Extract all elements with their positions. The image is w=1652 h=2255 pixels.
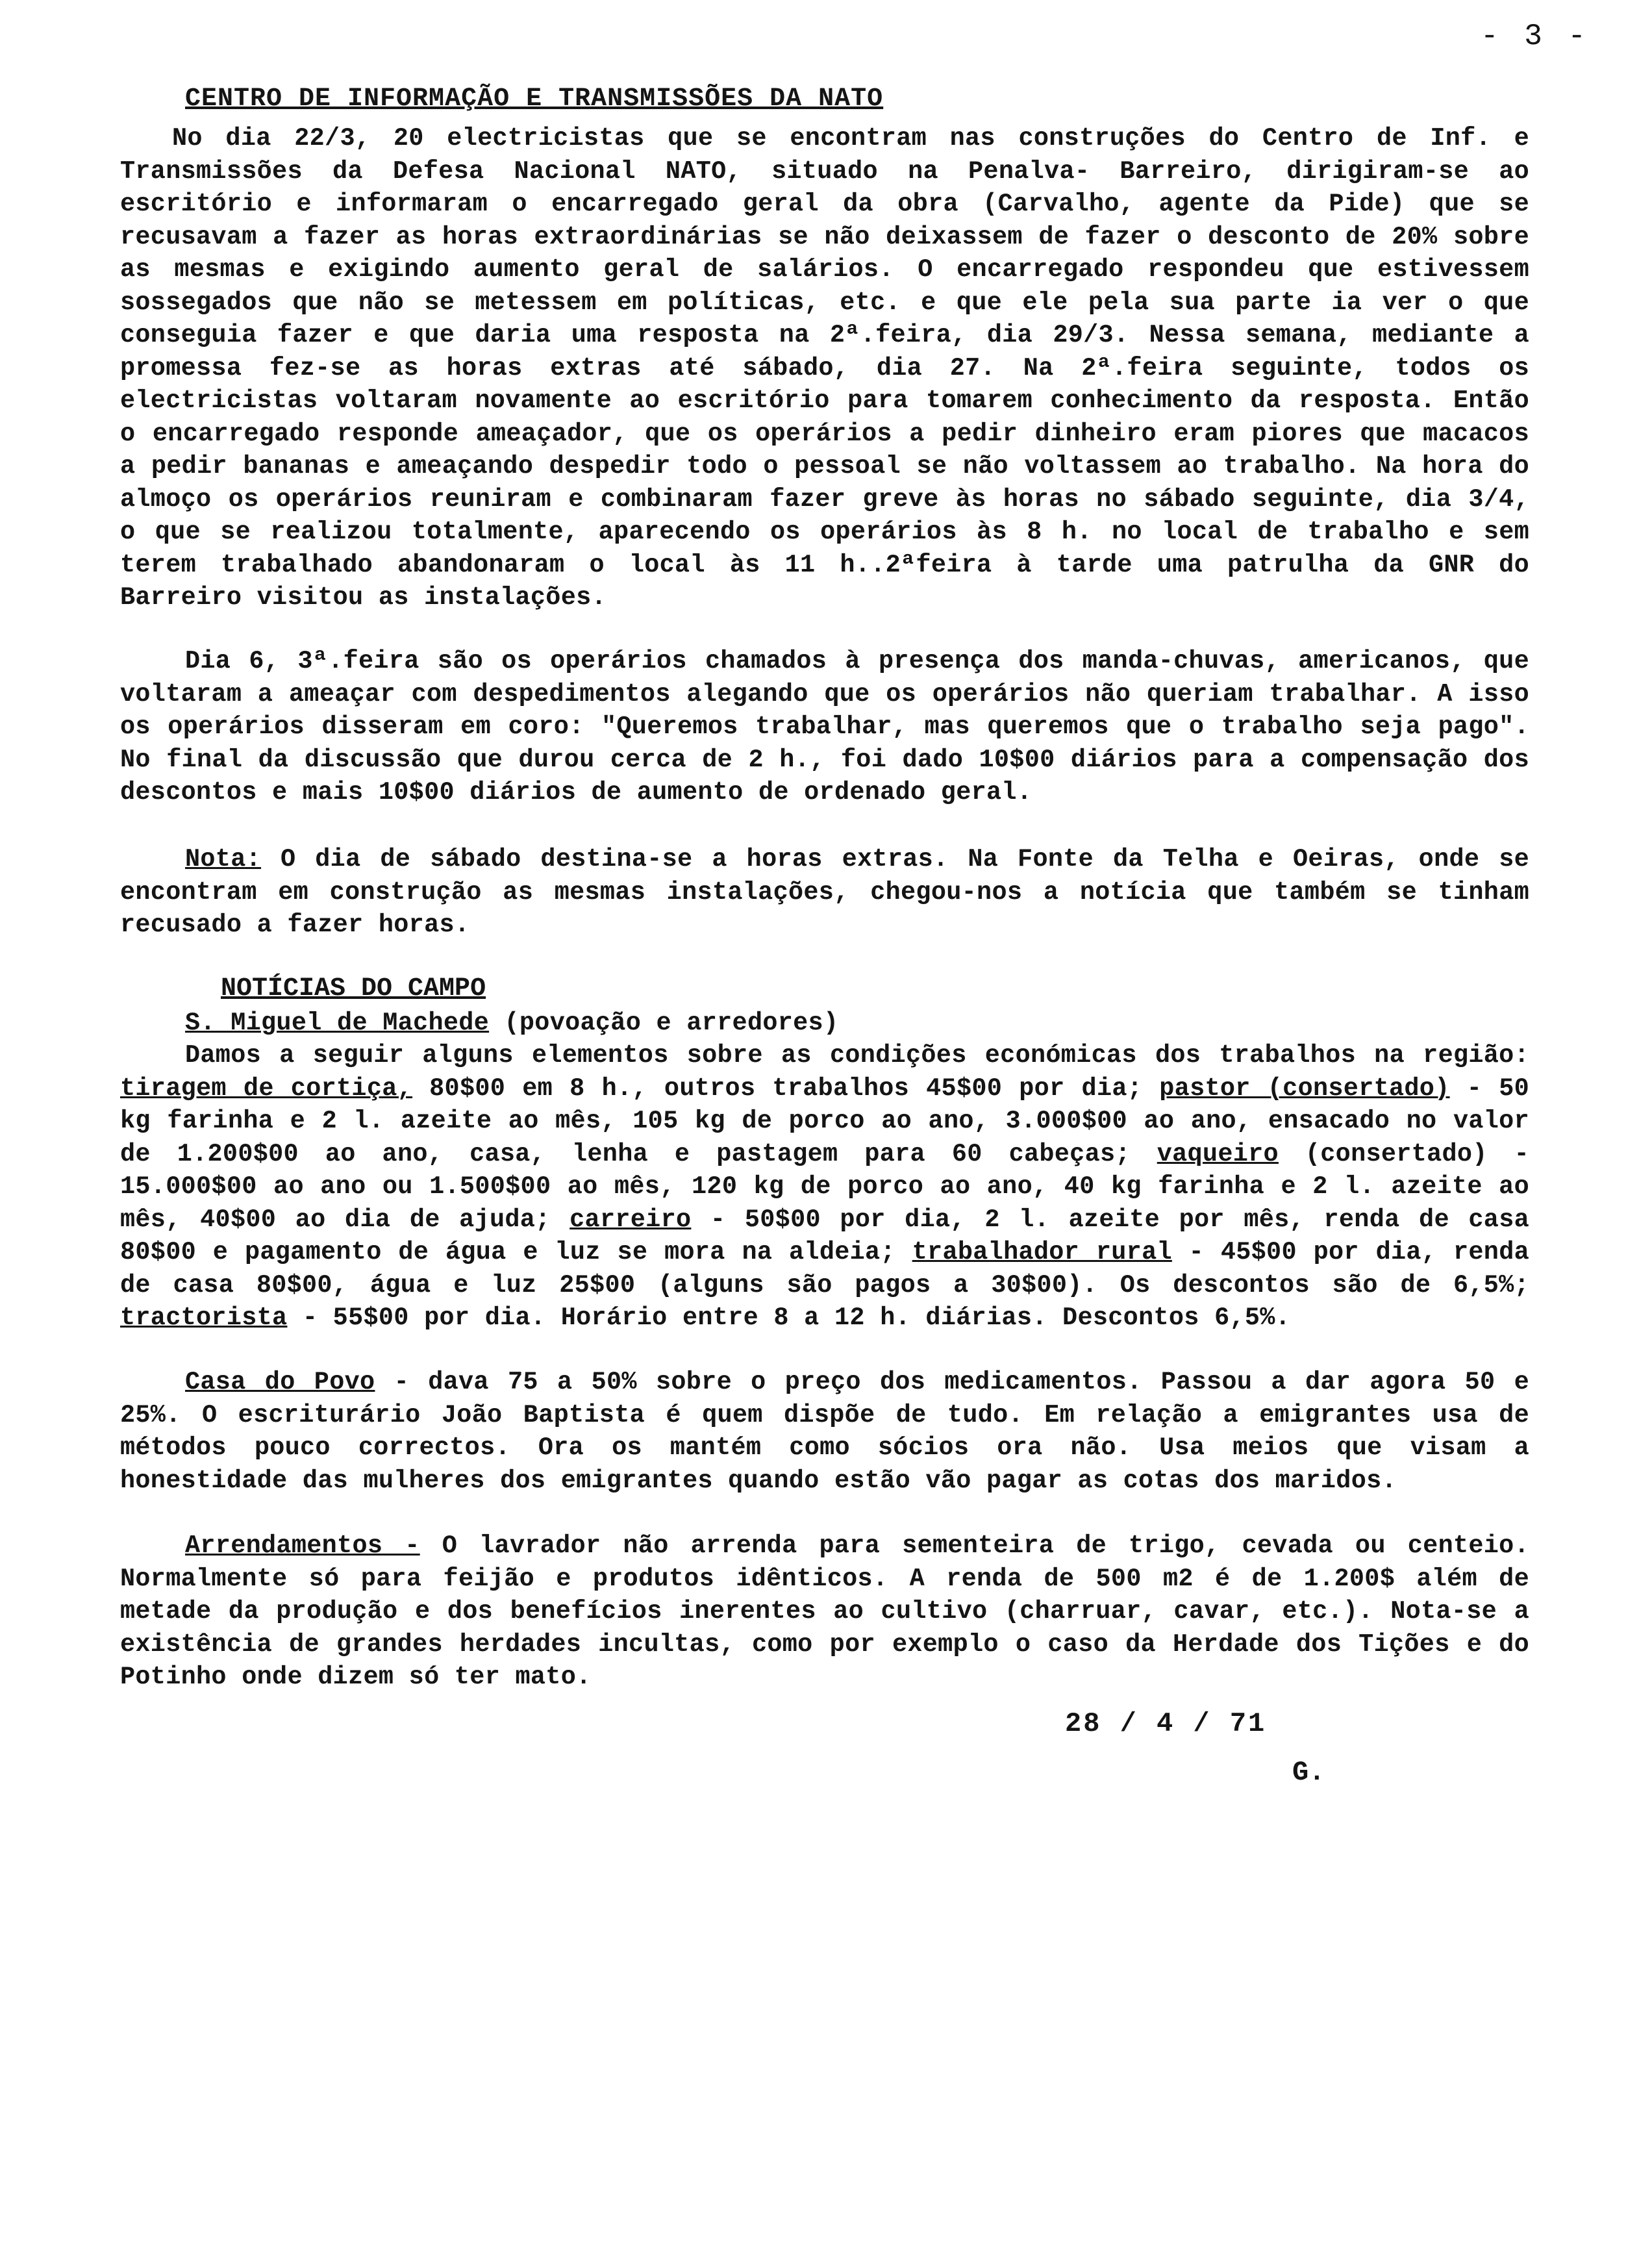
paragraph-nota xyxy=(120,843,1545,942)
pastor-text: - 50 kg farinha e 2 l. azeite ao mês, 105 kg de porco ao ano, 3.000$00 ao ano, ensacado no valor de 1.200$00 ao ano, casa, lenha e pastagem para 60 cabeças; xyxy=(120,1074,1545,1168)
paragraph-meeting: Dia 6, 3ª.feira são os operários chamados à presença dos manda-chuvas, americanos, que voltaram a ameaçar com despedimentos alegando que os operários não queriam trabalhar. A isso os operários disseram em coro: "Queremos trabalhar, mas queremos que o trabalho seja pago". No final da discussão que durou cerca de 2 h., foi dado 10$00 diários para a compensação dos descontos e mais 10$00 diários de aumento de ordenado geral. xyxy=(120,647,1545,807)
tractorista-text: - 55$00 por dia. Horário entre 8 a 12 h. diárias. Descontos 6,5%. xyxy=(302,1304,1291,1332)
section-heading-campo: NOTÍCIAS DO CAMPO xyxy=(221,974,486,1003)
paragraph-strike-report: No dia 22/3, 20 electricistas que se encontram nas construções do Centro de Inf. e Transmissões da Defesa Nacional NATO, situado na Penalva- Barreiro, dirigiram-se ao escritório e informaram o encarregado geral da obra (Carvalho, agente da Pide) que se recusavam a fazer as horas extraordinárias se não deixassem de fazer o desconto de 20% sobre as mesmas e exigindo aumento geral de salários. O encarregado respondeu que estivessem sossegados que não se metessem em políticas, etc. e que ele pela sua parte ia ver o que conseguia fazer e que daria uma resposta na 2ª.feira, dia 29/3. Nessa semana, mediante a promessa fez-se as horas extras até sábado, dia 27. Na 2ª.feira seguinte, todos os electricistas voltaram novamente ao escritório para tomarem conhecimento da resposta. Então o encarregado responde ameaçador, que os operários a pedir dinheiro eram piores que macacos a pedir bananas e ameaçando despedir todo o pessoal se não voltassem ao trabalho. Na hora do almoço os operários reuniram e combinaram fazer greve às horas no sábado seguinte, dia 3/4, o que se realizou totalmente, aparecendo os operários às 8 h. no local de trabalho e sem terem trabalhado abandonaram o local às 11 h..2ªfeira à tarde uma patrulha da GNR do Barreiro visitou as instalações. xyxy=(120,124,1545,612)
vaqueiro-text: (consertado) - 15.000$00 ao ano ou 1.500$00 ao mês, 120 kg de porco ao ano, 40 kg farinha e 2 l. azeite ao mês, 40$00 ao dia de ajuda; xyxy=(120,1139,1545,1234)
location-suffix: (povoação e arredores) xyxy=(504,1009,839,1037)
tiragem-text: 80$00 em 8 h., outros trabalhos 45$00 por dia; xyxy=(429,1074,1143,1103)
pastor-label: pastor (consertado) xyxy=(1159,1074,1450,1103)
vaqueiro-label: vaqueiro xyxy=(1157,1139,1279,1168)
section-heading-nato: CENTRO DE INFORMAÇÃO E TRANSMISSÕES DA NATO xyxy=(185,84,884,114)
casa-text: - dava 75 a 50% sobre o preço dos medicamentos. Passou a dar agora 50 e 25%. O escriturário João Baptista é quem dispõe de tudo. Em relação a emigrantes usa de métodos pouco correctos. Ora os mantém como sócios ora não. Usa meios que visam a honestidade das mulheres dos emigrantes quando estão vão pagar as cotas dos maridos. xyxy=(120,1368,1545,1495)
location-line xyxy=(120,1007,1529,1040)
paragraph-casa-do-povo xyxy=(120,1366,1545,1497)
arrendamentos-text: O lavrador não arrenda para sementeira de trigo, cevada ou centeio. Normalmente só para feijão e produtos idênticos. A renda de 500 m2 é de 1.200$ além de metade da produção e dos benefícios inerentes ao cultivo (charruar, cavar, etc.). Nota-se a existência de grandes herdades incultas, como por exemplo o caso da Herdade dos Tições e do Potinho onde dizem só ter mato. xyxy=(120,1531,1545,1691)
casa-label: Casa do Povo xyxy=(185,1368,375,1396)
paragraph-rural-conditions xyxy=(120,1039,1545,1335)
page-number: - 3 - xyxy=(1481,19,1590,53)
location-name: S. Miguel de Machede xyxy=(185,1009,490,1037)
trabalhador-label: trabalhador rural xyxy=(912,1238,1172,1266)
nota-text: O dia de sábado destina-se a horas extras. Na Fonte da Telha e Oeiras, onde se encontram em construção as mesmas instalações, chegou-nos a notícia que também se tinham recusado a fazer horas. xyxy=(120,845,1545,939)
tiragem-label: tiragem de cortiça, xyxy=(120,1074,413,1103)
document-date: 28 / 4 / 71 xyxy=(1065,1708,1267,1739)
carreiro-text: - 50$00 por dia, 2 l. azeite por mês, renda de casa 80$00 e pagamento de água e luz se mora na aldeia; xyxy=(120,1205,1545,1266)
carreiro-label: carreiro xyxy=(569,1205,692,1234)
trabalhador-text: - 45$00 por dia, renda de casa 80$00, água e luz 25$00 (alguns são pagos a 30$00). Os descontos são de 6,5%; xyxy=(120,1238,1545,1300)
paragraph-arrendamentos xyxy=(120,1530,1545,1694)
rural-intro: Damos a seguir alguns elementos sobre as condições económicas dos trabalhos na região: xyxy=(185,1041,1529,1070)
nota-label: Nota: xyxy=(185,845,262,874)
tractorista-label: tractorista xyxy=(120,1304,288,1332)
author-initial: G. xyxy=(1292,1757,1325,1788)
arrendamentos-label: Arrendamentos - xyxy=(185,1531,420,1560)
